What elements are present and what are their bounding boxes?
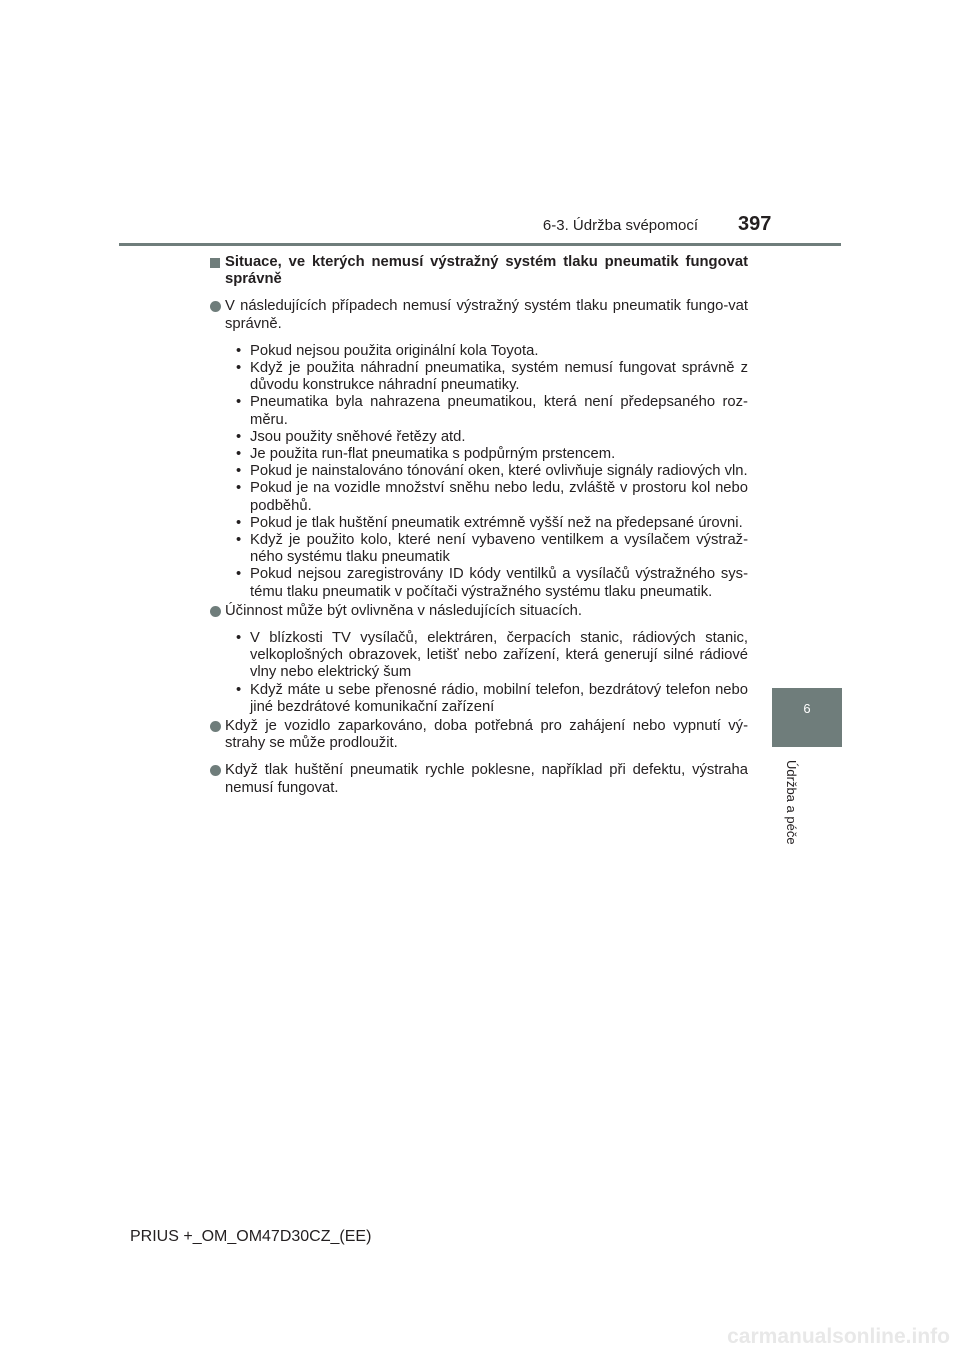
chapter-label-text: Údržba a péče: [784, 760, 799, 845]
section-title: 6-3. Údržba svépomocí: [542, 217, 698, 234]
list-item-text: Pokud je tlak huštění pneumatik extrémně vyšší než na předepsané úrovni.: [250, 514, 743, 531]
dot-bullet-icon: •: [236, 394, 242, 411]
list-item-text: Jsou použity sněhové řetězy atd.: [250, 428, 466, 445]
list-item: [210, 515, 748, 532]
watermark: carmanualsonline.info: [727, 1325, 950, 1348]
list-item: [210, 343, 748, 360]
dot-bullet-icon: •: [236, 681, 242, 698]
list-item-text: Když je použita náhradní pneumatika, systém nemusí fungovat správně z důvodu konstrukce náhradní pneumatiky.: [250, 360, 748, 394]
list-item-text: Pokud nejsou použita originální kola Toyota.: [250, 342, 539, 359]
dot-bullet-icon: •: [236, 463, 242, 480]
bullet-text: V následujících případech nemusí výstražný systém tlaku pneumatik fungo-vat správně.: [225, 298, 748, 332]
chapter-tab: [772, 688, 842, 747]
list-item: [210, 360, 748, 394]
main-content: [210, 254, 748, 807]
list-item-text: V blízkosti TV vysílačů, elektráren, čerpacích stanic, rádiových stanic, velkoplošných obrazovek, letišť nebo zařízení, která generují silné rádiové vlny nebo elektrický šum: [250, 630, 748, 681]
list-item: [210, 446, 748, 463]
circle-bullet-icon: [210, 721, 221, 732]
bullet-text: Když tlak huštění pneumatik rychle poklesne, například při defektu, výstraha nemusí fungovat.: [225, 762, 748, 796]
chapter-number: 6: [803, 701, 811, 716]
list-item: [210, 566, 748, 600]
dot-bullet-icon: •: [236, 514, 242, 531]
list-item: [210, 480, 748, 514]
section-heading: [210, 254, 748, 288]
dot-bullet-icon: •: [236, 342, 242, 359]
circle-bullet-icon: [210, 301, 221, 312]
bullet-text: Účinnost může být ovlivněna v následujících situacích.: [225, 602, 582, 619]
circle-bullet-icon: [210, 606, 221, 617]
list-item-text: Pokud je na vozidle množství sněhu nebo ledu, zvláště v prostoru kol nebo podběhů.: [250, 480, 748, 514]
dot-bullet-icon: •: [236, 360, 242, 377]
list-item-text: Pokud je nainstalováno tónování oken, které ovlivňuje signály radiových vln.: [250, 463, 748, 480]
sub-list: [210, 343, 748, 601]
list-item: [210, 429, 748, 446]
list-item-text: Pneumatika byla nahrazena pneumatikou, která není předepsaného roz-měru.: [250, 394, 748, 428]
list-item-text: Když je použito kolo, které není vybaveno ventilkem a vysílačem výstraž-ného systému tlaku pneumatik: [250, 532, 748, 566]
chapter-label: [785, 760, 801, 860]
section-heading-text: Situace, ve kterých nemusí výstražný systém tlaku pneumatik fungovat správně: [225, 254, 748, 288]
list-item: [210, 630, 748, 682]
dot-bullet-icon: •: [236, 480, 242, 497]
bullet-text: Když je vozidlo zaparkováno, doba potřebná pro zahájení nebo vypnutí vý-strahy se může prodloužit.: [225, 718, 748, 752]
dot-bullet-icon: •: [236, 446, 242, 463]
bullet-paragraph: [210, 718, 748, 752]
list-item: [210, 682, 748, 716]
dot-bullet-icon: •: [236, 630, 242, 647]
list-item: [210, 394, 748, 428]
list-item: [210, 463, 748, 480]
page-header: [0, 0, 960, 250]
sub-list: [210, 630, 748, 716]
list-item-text: Pokud nejsou zaregistrovány ID kódy ventilků a vysílačů výstražného sys-tému tlaku pneumatik v počítači výstražného systému tlaku pneumatik.: [250, 566, 748, 600]
bullet-paragraph: [210, 298, 748, 332]
dot-bullet-icon: •: [236, 566, 242, 583]
square-bullet-icon: [210, 258, 220, 268]
page-number: 397: [738, 213, 772, 235]
bullet-paragraph: [210, 603, 748, 620]
dot-bullet-icon: •: [236, 532, 242, 549]
list-item-text: Je použita run-flat pneumatika s podpůrným prstencem.: [250, 446, 616, 463]
list-item: [210, 532, 748, 566]
circle-bullet-icon: [210, 765, 221, 776]
list-item-text: Když máte u sebe přenosné rádio, mobilní telefon, bezdrátový telefon nebo jiné bezdrátové komunikační zařízení: [250, 681, 748, 715]
bullet-paragraph: [210, 762, 748, 796]
dot-bullet-icon: •: [236, 428, 242, 445]
document-code: PRIUS +_OM_OM47D30CZ_(EE): [130, 1228, 372, 1245]
header-divider: [119, 243, 841, 246]
